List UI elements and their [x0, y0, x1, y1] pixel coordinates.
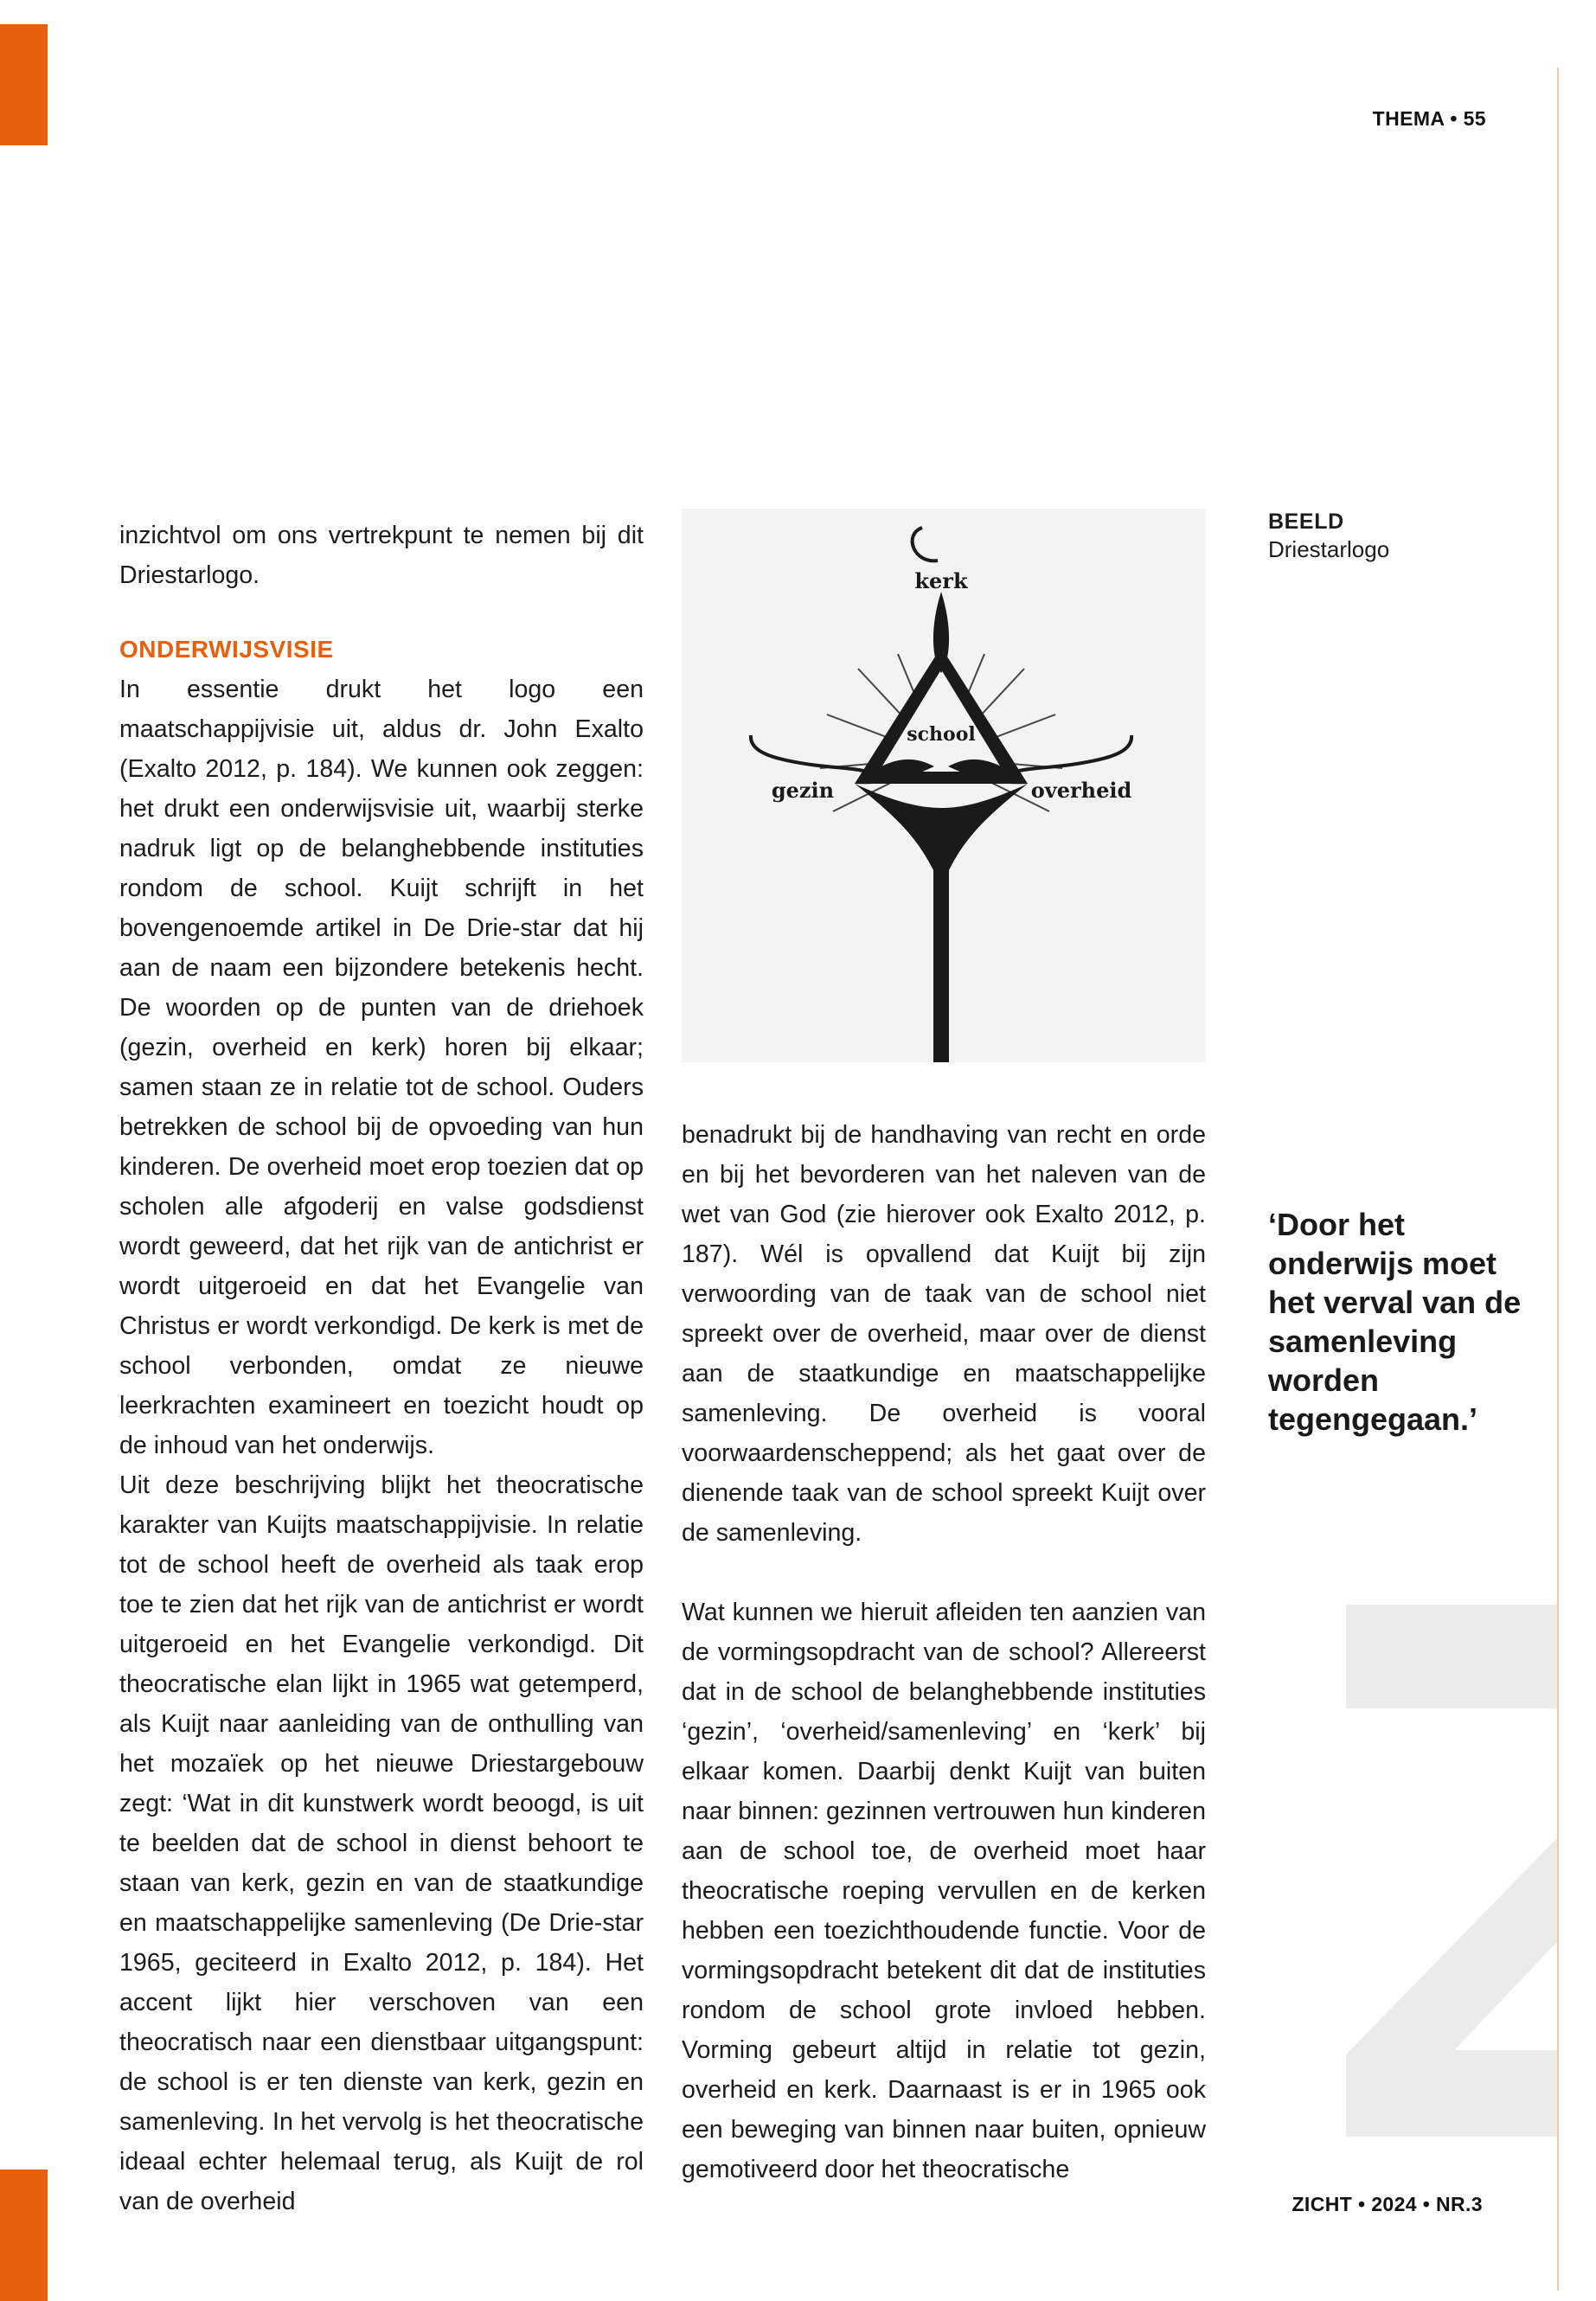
left-column: [119, 516, 644, 2221]
caption-text: Driestarlogo: [1268, 536, 1390, 562]
accent-bar-top: [0, 24, 48, 145]
intro-paragraph: inzichtvol om ons vertrekpunt te nemen bij dit Driestarlogo.: [119, 522, 644, 589]
mid-paragraph-2: Wat kunnen we hieruit afleiden ten aanzien van de vormingsopdracht van de school? Allereerst dat in de school de belanghebbende instituties ‘gezin’, ‘overheid/samenleving’ en ‘kerk’ bij elkaar komen. Daarbij denkt Kuijt van buiten naar binnen: gezinnen vertrouwen hun kinderen aan de school toe, de overheid moet haar theocratische roeping vervullen en de kerken hebben een toezichthoudende functie. Voor de vormingsopdracht betekent dit dat de instituties rondom de school grote invloed hebben. Vorming gebeurt altijd in relatie tot gezin, overheid en kerk. Daarnaast is er in 1965 ook een beweging van binnen naar buiten, opnieuw gemotiveerd door het theocratische: [682, 1599, 1206, 2183]
pull-quote: ‘Door het onderwijs moet het verval van de samenleving worden tegengegaan.’: [1268, 1207, 1522, 1437]
body-paragraph-2: Uit deze beschrijving blijkt het theocratische karakter van Kuijts maatschappijvisie. In relatie tot de school heeft de overheid als taak erop toe te zien dat het rijk van de antichrist er wordt uitgeroeid en het Evangelie verkondigd. Dit theocratische elan lijkt in 1965 wat getemperd, als Kuijt naar aanleiding van de onthulling van het mozaïek op het nieuwe Driestargebouw zegt: ‘Wat in dit kunstwerk wordt beoogd, is uit te beelden dat de school in dienst behoort te staan van kerk, gezin en van de staatkundige en maatschappelijke samenleving (De Drie-star 1965, geciteerd in Exalto 2012, p. 184). Het accent lijkt hier verschoven van een theocratisch naar een dienstbaar uitgangspunt: de school is er ten dienste van kerk, gezin en samenleving. In het vervolg is het theocratische ideaal echter helemaal terug, als Kuijt de rol van de overheid: [119, 1471, 644, 2215]
driestar-logo-illustration: [682, 509, 1206, 1062]
accent-bar-bottom: [0, 2170, 48, 2301]
running-foot: ZICHT • 2024 • NR.3: [1292, 2193, 1483, 2215]
margin-rule: [1557, 67, 1559, 2291]
mid-paragraph-1: benadrukt bij de handhaving van recht en orde en bij het bevorderen van het naleven van de wet van God (zie hierover ook Exalto 2012, p. 187). Wél is opvallend dat Kuijt bij zijn verwoording van de taak van de school niet spreekt over de overheid, maar over de dienst aan de staatkundige en maatschappelijke samenleving. De overheid is vooral voorwaardenscheppend; als het gaat over de dienende taak van de school spreekt Kuijt over de samenleving.: [682, 1121, 1206, 1547]
logo-word-center: school: [907, 723, 976, 746]
decorative-z-shape: [1346, 1605, 1557, 2137]
logo-word-left: gezin: [771, 778, 835, 803]
middle-column: [682, 1115, 1206, 2189]
caption-label: BEELD: [1268, 510, 1344, 534]
running-head: THEMA • 55: [1372, 107, 1486, 130]
body-paragraph-1: In essentie drukt het logo een maatschappijvisie uit, aldus dr. John Exalto (Exalto 2012, p. 184). We kunnen ook zeggen: het drukt een onderwijsvisie uit, waarbij sterke nadruk ligt op de belanghebbende instituties rondom de school. Kuijt schrijft in het bovengenoemde artikel in De Drie-star dat hij aan de naam een bijzondere betekenis hecht. De woorden op de punten van de driehoek (gezin, overheid en kerk) horen bij elkaar; samen staan ze in relatie tot de school. Ouders betrekken de school bij de opvoeding van hun kinderen. De overheid moet erop toezien dat op scholen alle afgoderij en valse godsdienst wordt geweerd, dat het rijk van de antichrist er wordt uitgeroeid en dat het Evangelie van Christus er wordt verkondigd. De kerk is met de school verbonden, omdat ze nieuwe leerkrachten examineert en toezicht houdt op de inhoud van het onderwijs.: [119, 676, 644, 1459]
logo-word-top: kerk: [914, 568, 968, 593]
section-heading: ONDERWIJSVISIE: [119, 636, 334, 663]
logo-word-right: overheid: [1030, 778, 1132, 803]
driestar-logo-image: [682, 509, 1206, 1062]
image-caption: [1268, 509, 1528, 564]
